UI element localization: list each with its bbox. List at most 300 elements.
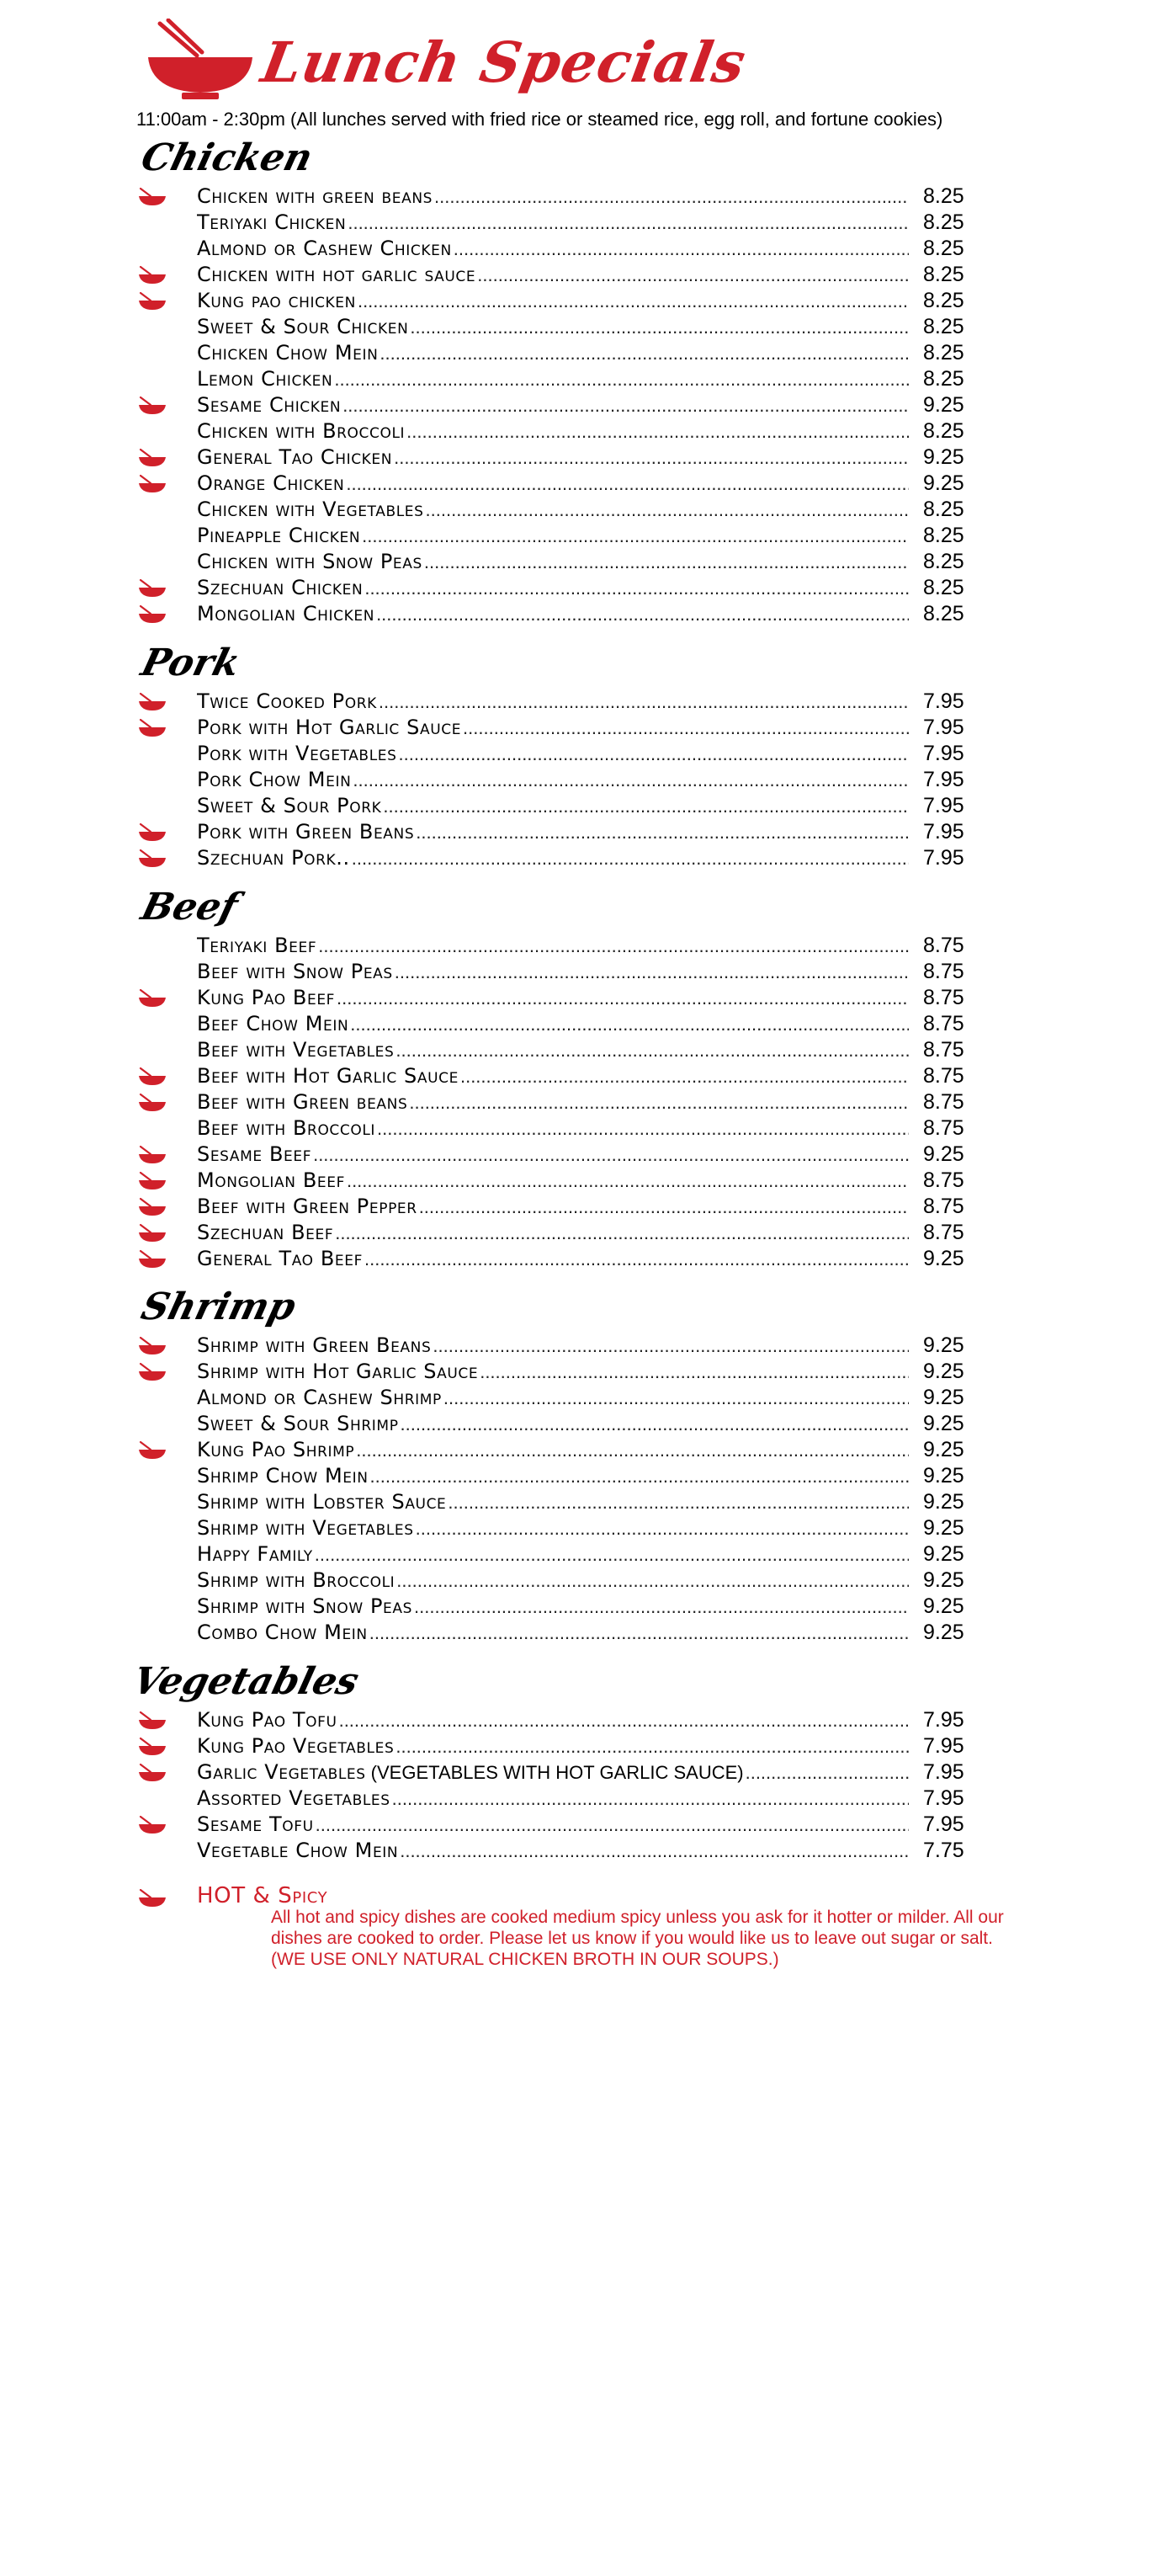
dot-leader [348, 210, 909, 236]
menu-item-name: Szechuan Chicken [197, 576, 364, 599]
menu-item [0, 184, 1152, 210]
section-title: Pork [136, 641, 245, 684]
menu-item-name: Chicken with green beans [197, 184, 433, 208]
menu-item-price: 8.75 [923, 1064, 964, 1088]
menu-item [0, 1786, 1152, 1812]
menu-item-name: Almond or Cashew Chicken [197, 237, 452, 260]
menu-item-price: 9.25 [923, 1490, 964, 1514]
menu-item-list [0, 1333, 1152, 1646]
menu-item [0, 392, 1152, 418]
spicy-bowl-icon [138, 1711, 167, 1731]
menu-item [0, 1620, 1152, 1646]
section-title: Chicken [136, 136, 317, 179]
dot-leader [414, 1594, 909, 1620]
dot-leader [358, 288, 909, 314]
menu-item [0, 523, 1152, 549]
menu-item-line [197, 1194, 909, 1220]
menu-item-name: Shrimp with Hot Garlic Sauce [197, 1360, 479, 1383]
menu-item-name: Shrimp with Vegetables [197, 1516, 414, 1540]
menu-item-name: Shrimp with Broccoli [197, 1568, 396, 1592]
menu-item-line [197, 1359, 909, 1385]
dot-leader [337, 985, 909, 1011]
menu-item-line [197, 601, 909, 627]
menu-item-price: 9.25 [923, 1333, 964, 1357]
menu-item-price: 8.75 [923, 1012, 964, 1035]
menu-item-line [197, 471, 909, 497]
menu-item-price: 8.25 [923, 498, 964, 521]
dot-leader [316, 1812, 909, 1838]
rice-bowl-with-chopsticks-icon [145, 19, 256, 103]
menu-item [0, 1515, 1152, 1541]
menu-item [0, 1333, 1152, 1359]
menu-item-name: Shrimp with Snow Peas [197, 1594, 413, 1618]
menu-item-price: 8.25 [923, 289, 964, 312]
menu-item-line [197, 715, 909, 741]
spicy-bowl-icon [138, 578, 167, 599]
menu-item-line [197, 314, 909, 340]
spicy-bowl-icon [138, 718, 167, 738]
dot-leader [315, 1541, 909, 1567]
menu-item-price: 9.25 [923, 1621, 964, 1644]
menu-item-name: Mongolian Chicken [197, 602, 375, 625]
menu-item [0, 314, 1152, 340]
menu-item-price: 9.25 [923, 445, 964, 469]
menu-item-line [197, 184, 909, 210]
menu-item-line [197, 959, 909, 985]
menu-item-price: 7.95 [923, 689, 964, 713]
menu-item [0, 1246, 1152, 1272]
menu-item-name: Kung Pao Tofu [197, 1708, 337, 1732]
menu-item-name: Sweet & Sour Shrimp [197, 1412, 399, 1435]
menu-item-line [197, 1246, 909, 1272]
dot-leader [433, 1333, 909, 1359]
menu-item [0, 1194, 1152, 1220]
menu-item-price: 8.75 [923, 1038, 964, 1062]
menu-item-line [197, 1515, 909, 1541]
menu-item-price: 8.25 [923, 237, 964, 260]
dot-leader [377, 1115, 909, 1142]
menu-item-name: Chicken with hot garlic sauce [197, 263, 476, 286]
menu-item-price: 8.25 [923, 263, 964, 286]
menu-item [0, 444, 1152, 471]
menu-item-price: 8.25 [923, 419, 964, 443]
menu-item [0, 601, 1152, 627]
menu-item [0, 1437, 1152, 1463]
menu-item-line [197, 262, 909, 288]
menu-item-price: 8.25 [923, 602, 964, 625]
dot-leader [410, 314, 909, 340]
menu-item-price: 8.25 [923, 367, 964, 391]
menu-item [0, 575, 1152, 601]
spicy-bowl-icon [138, 988, 167, 1009]
menu-item-line [197, 575, 909, 601]
menu-item [0, 1707, 1152, 1733]
menu-item [0, 549, 1152, 575]
menu-item-name: Sesame Tofu [197, 1812, 314, 1836]
dot-leader [334, 366, 909, 392]
menu-item-name: Sweet & Sour Pork [197, 794, 382, 817]
menu-item [0, 366, 1152, 392]
menu-item-name: Szechuan Pork.. [197, 846, 350, 870]
menu-item-line [197, 1786, 909, 1812]
spicy-bowl-icon [138, 448, 167, 468]
spicy-bowl-icon [138, 1763, 167, 1783]
menu-item-name: Sesame Chicken [197, 393, 342, 417]
spicy-bowl-icon [138, 1223, 167, 1243]
dot-leader [380, 340, 909, 366]
spicy-legend [0, 1881, 1152, 1983]
dot-leader [356, 1437, 909, 1463]
menu-item-line [197, 1838, 909, 1864]
dot-leader [426, 497, 909, 523]
spicy-bowl-icon [138, 604, 167, 625]
page-title: Lunch Specials [257, 29, 751, 95]
dot-leader [396, 1567, 909, 1594]
menu-item-name: Kung pao chicken [197, 289, 356, 312]
menu-item-line [197, 497, 909, 523]
menu-item-name: Mongolian Beef [197, 1168, 345, 1192]
menu-item [0, 1594, 1152, 1620]
dot-leader [434, 184, 909, 210]
menu-item-name: Kung Pao Shrimp [197, 1438, 355, 1461]
menu-item-name: Chicken with Snow Peas [197, 550, 422, 573]
menu-item-price: 7.95 [923, 1786, 964, 1810]
menu-item-line [197, 288, 909, 314]
menu-item-line [197, 1489, 909, 1515]
section-title: Vegetables [128, 1660, 364, 1703]
menu-item-name: General Tao Chicken [197, 445, 393, 469]
menu-item-line [197, 1037, 909, 1063]
menu-item-name: Chicken with Broccoli [197, 419, 406, 443]
menu-item [0, 1220, 1152, 1246]
menu-item-name: Almond or Cashew Shrimp [197, 1386, 442, 1409]
dot-leader [454, 236, 909, 262]
menu-item-name: Vegetable Chow Mein [197, 1839, 399, 1862]
menu-item-name: Pork with Hot Garlic Sauce [197, 716, 462, 739]
menu-item [0, 959, 1152, 985]
dot-leader [346, 471, 909, 497]
menu-item [0, 210, 1152, 236]
menu-item-name: Pineapple Chicken [197, 524, 361, 547]
dot-leader [394, 444, 909, 471]
menu-item-price: 7.95 [923, 1760, 964, 1784]
menu-item [0, 845, 1152, 871]
menu-item-list [0, 184, 1152, 627]
menu-item-line [197, 933, 909, 959]
dot-leader [376, 601, 909, 627]
menu-item [0, 741, 1152, 767]
spicy-bowl-icon [138, 849, 167, 869]
menu-item [0, 985, 1152, 1011]
menu-item-price: 7.95 [923, 716, 964, 739]
menu-item-name: Teriyaki Beef [197, 934, 317, 957]
menu-item-price: 7.75 [923, 1839, 964, 1862]
spicy-bowl-icon [138, 396, 167, 416]
menu-item-line [197, 819, 909, 845]
menu-item-line [197, 418, 909, 444]
menu-item-price: 7.95 [923, 846, 964, 870]
menu-item-line [197, 845, 909, 871]
menu-item-name: Orange Chicken [197, 471, 345, 495]
menu-item-line [197, 1437, 909, 1463]
menu-item-price: 8.25 [923, 315, 964, 338]
menu-item-line [197, 1011, 909, 1037]
menu-item [0, 1733, 1152, 1759]
menu-item-line [197, 1594, 909, 1620]
section-title: Beef [136, 886, 242, 929]
dot-leader [364, 1246, 909, 1272]
dot-leader [339, 1707, 909, 1733]
menu-item-price: 8.25 [923, 524, 964, 547]
menu-item-note: (VEGETABLES WITH HOT GARLIC SAUCE) [370, 1762, 744, 1783]
menu-item-line [197, 1333, 909, 1359]
menu-item [0, 236, 1152, 262]
dot-leader [335, 1220, 909, 1246]
menu-item-price: 8.75 [923, 986, 964, 1009]
dot-leader [392, 1786, 909, 1812]
spicy-bowl-icon [138, 1888, 167, 1908]
dot-leader [463, 715, 909, 741]
dot-leader [353, 767, 909, 793]
dot-leader [370, 1463, 909, 1489]
menu-item-line [197, 1541, 909, 1567]
menu-item-line [197, 1115, 909, 1142]
menu-item-line [197, 793, 909, 819]
menu-item [0, 1385, 1152, 1411]
menu-item-name: Garlic Vegetables [197, 1760, 366, 1784]
menu-item-name: Assorted Vegetables [197, 1786, 390, 1810]
dot-leader [416, 1515, 909, 1541]
menu-item-line [197, 1463, 909, 1489]
menu-item-name: Sesame Beef [197, 1142, 312, 1166]
menu-item-line [197, 1812, 909, 1838]
menu-item-line [197, 236, 909, 262]
menu-item-name: Szechuan Beef [197, 1221, 334, 1244]
menu-item-line [197, 1142, 909, 1168]
dot-leader [396, 1037, 909, 1063]
menu-item-line [197, 1733, 909, 1759]
menu-item-name: Shrimp Chow Mein [197, 1464, 369, 1488]
spicy-bowl-icon [138, 822, 167, 843]
menu-item-price: 7.95 [923, 768, 964, 791]
menu-item [0, 1359, 1152, 1385]
menu-item-line [197, 1620, 909, 1646]
menu-item [0, 819, 1152, 845]
spicy-bowl-icon [138, 265, 167, 285]
menu-item-list [0, 689, 1152, 871]
menu-item-price: 8.25 [923, 576, 964, 599]
menu-item-price: 9.25 [923, 1542, 964, 1566]
menu-item-line [197, 210, 909, 236]
menu-item-price: 7.95 [923, 1708, 964, 1732]
menu-item-price: 9.25 [923, 1516, 964, 1540]
dot-leader [318, 933, 909, 959]
menu-item-price: 8.25 [923, 184, 964, 208]
menu-item-price: 9.25 [923, 1142, 964, 1166]
menu-item [0, 471, 1152, 497]
menu-item [0, 793, 1152, 819]
menu-item-name: Pork Chow Mein [197, 768, 352, 791]
menu-item-name: Pork with Vegetables [197, 742, 397, 765]
menu-item-list [0, 933, 1152, 1272]
menu-item [0, 1168, 1152, 1194]
spicy-bowl-icon [138, 291, 167, 311]
menu-item [0, 1011, 1152, 1037]
menu-item-price: 8.25 [923, 550, 964, 573]
menu-item-name: Chicken Chow Mein [197, 341, 379, 365]
dot-leader [379, 689, 909, 715]
spicy-bowl-icon [138, 1336, 167, 1356]
dot-leader [416, 819, 909, 845]
menu-item-name: Beef Chow Mein [197, 1012, 349, 1035]
spicy-bowl-icon [138, 692, 167, 712]
menu-item [0, 1759, 1152, 1786]
menu-item-line [197, 1063, 909, 1089]
menu-item-price: 7.95 [923, 1734, 964, 1758]
menu-item [0, 1089, 1152, 1115]
menu-item [0, 340, 1152, 366]
menu-item [0, 1838, 1152, 1864]
menu-item-line [197, 1759, 909, 1786]
dot-leader [401, 1411, 909, 1437]
dot-leader [350, 1011, 909, 1037]
menu-item-line [197, 1385, 909, 1411]
menu-item [0, 1812, 1152, 1838]
menu-item-price: 8.25 [923, 341, 964, 365]
menu-item-list [0, 1707, 1152, 1864]
menu-item-price: 9.25 [923, 1360, 964, 1383]
menu-item-price: 7.95 [923, 820, 964, 844]
menu-item [0, 1142, 1152, 1168]
menu-item-name: Shrimp with Green Beans [197, 1333, 432, 1357]
spicy-bowl-icon [138, 1145, 167, 1165]
menu-item-price: 8.25 [923, 210, 964, 234]
dot-leader [352, 845, 909, 871]
dot-leader [460, 1063, 909, 1089]
menu-item-line [197, 1168, 909, 1194]
menu-item-price: 9.25 [923, 1247, 964, 1270]
dot-leader [419, 1194, 909, 1220]
spicy-bowl-icon [138, 1067, 167, 1087]
dot-leader [383, 793, 909, 819]
menu-item [0, 1489, 1152, 1515]
menu-item-line [197, 1567, 909, 1594]
legend-label: HOT & Spicy [197, 1883, 328, 1908]
menu-item-line [197, 1089, 909, 1115]
menu-item-name: Chicken with Vegetables [197, 498, 424, 521]
menu-item-line [197, 1220, 909, 1246]
menu-subtitle: 11:00am - 2:30pm (All lunches served with fried rice or steamed rice, egg roll, and fortune cookies) [136, 109, 943, 130]
menu-item-line [197, 366, 909, 392]
dot-leader [395, 959, 909, 985]
menu-item [0, 497, 1152, 523]
menu-item-line [197, 1707, 909, 1733]
menu-item [0, 767, 1152, 793]
dot-leader [347, 1168, 909, 1194]
dot-leader [342, 392, 909, 418]
dot-leader [406, 418, 909, 444]
dot-leader [480, 1359, 909, 1385]
menu-item-price: 9.25 [923, 1464, 964, 1488]
menu-item-line [197, 444, 909, 471]
spicy-bowl-icon [138, 1815, 167, 1835]
menu-item-price: 9.25 [923, 393, 964, 417]
menu-item-line [197, 767, 909, 793]
spicy-bowl-icon [138, 1440, 167, 1461]
menu-item [0, 1567, 1152, 1594]
menu-item [0, 715, 1152, 741]
dot-leader [313, 1142, 909, 1168]
menu-item-name: Combo Chow Mein [197, 1621, 368, 1644]
menu-item-line [197, 523, 909, 549]
menu-item-name: Happy Family [197, 1542, 313, 1566]
dot-leader [409, 1089, 909, 1115]
dot-leader [424, 549, 909, 575]
dot-leader [448, 1489, 909, 1515]
menu-item-line [197, 741, 909, 767]
menu-item-price: 8.75 [923, 1090, 964, 1114]
menu-item-name: Beef with Green Pepper [197, 1195, 417, 1218]
menu-item-price: 8.75 [923, 1195, 964, 1218]
menu-item [0, 1411, 1152, 1437]
menu-item-name: Beef with Vegetables [197, 1038, 395, 1062]
section-title: Shrimp [136, 1285, 300, 1328]
menu-item-name: Kung Pao Beef [197, 986, 336, 1009]
legend-note: All hot and spicy dishes are cooked medium spicy unless you ask for it hotter or milder. All our dishes are cooked to order. Please let us know if you would like us to leave out sugar or salt. (WE USE ONLY NATURAL CHICKEN BROTH IN OUR SOUPS.) [271, 1908, 1004, 1969]
menu-item-line [197, 985, 909, 1011]
menu-item-line [197, 340, 909, 366]
dot-leader [399, 741, 910, 767]
menu-item-price: 7.95 [923, 794, 964, 817]
menu-item [0, 1037, 1152, 1063]
spicy-bowl-icon [138, 1249, 167, 1269]
dot-leader [400, 1838, 909, 1864]
menu-item-price: 8.75 [923, 1168, 964, 1192]
menu-item-price: 9.25 [923, 1412, 964, 1435]
menu-item-name: Kung Pao Vegetables [197, 1734, 395, 1758]
menu-item-name: Pork with Green Beans [197, 820, 415, 844]
menu-item-line [197, 549, 909, 575]
menu-item-name: Teriyaki Chicken [197, 210, 347, 234]
menu-item-price: 9.25 [923, 1438, 964, 1461]
dot-leader [369, 1620, 909, 1646]
dot-leader [443, 1385, 909, 1411]
menu-item [0, 1541, 1152, 1567]
menu-item-price: 8.75 [923, 960, 964, 983]
menu-item [0, 689, 1152, 715]
menu-item-line [197, 392, 909, 418]
menu-item-name: Beef with Broccoli [197, 1116, 376, 1140]
menu-item-price: 8.75 [923, 934, 964, 957]
menu-item-price: 7.95 [923, 1812, 964, 1836]
dot-leader [364, 575, 909, 601]
menu-item-name: Beef with Green beans [197, 1090, 408, 1114]
menu-header [135, 15, 892, 108]
menu-item-price: 9.25 [923, 471, 964, 495]
menu-item-name: Twice Cooked Pork [197, 689, 377, 713]
spicy-bowl-icon [138, 1171, 167, 1191]
menu-item [0, 1115, 1152, 1142]
menu-item [0, 1463, 1152, 1489]
spicy-bowl-icon [138, 187, 167, 207]
dot-leader [746, 1759, 909, 1786]
menu-item [0, 262, 1152, 288]
menu-item-line [197, 689, 909, 715]
menu-item-price: 8.75 [923, 1116, 964, 1140]
dot-leader [396, 1733, 909, 1759]
menu-item-name: Sweet & Sour Chicken [197, 315, 409, 338]
menu-item-name: General Tao Beef [197, 1247, 363, 1270]
